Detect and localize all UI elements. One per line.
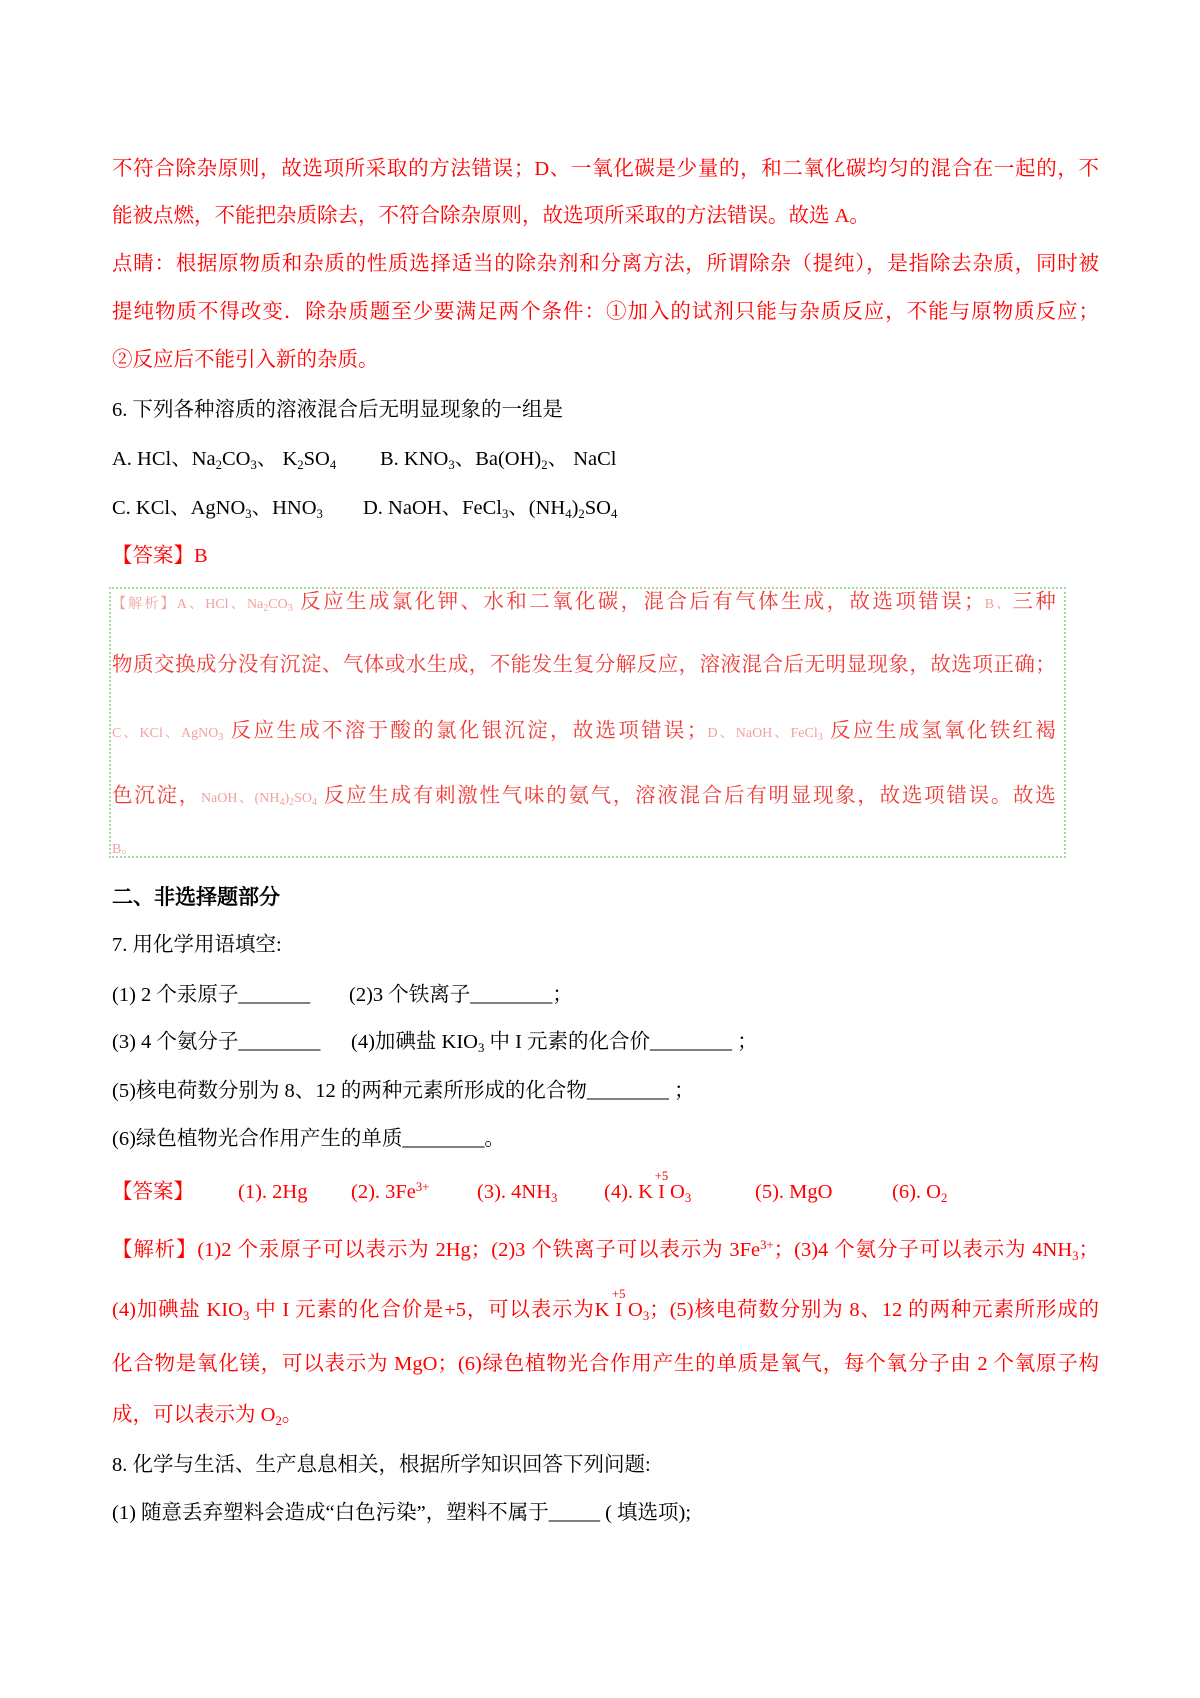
valence-notation	[654, 1168, 669, 1203]
text-run: (1). 2Hg	[238, 1181, 308, 1203]
small-subscript: 3	[218, 732, 224, 743]
text-run: 反应生成不溶于酸的氯化银沉淀，故选项错误；	[223, 720, 708, 742]
question-7-part-6	[112, 1125, 505, 1153]
q6-analysis-line	[112, 782, 1056, 813]
text-run: 物质交换成分没有沉淀、气体或水生成，不能发生复分解反应，溶液混合后无明显现象，故选项正确；	[112, 654, 1056, 676]
text-run: C. KCl、AgNO	[112, 497, 246, 519]
section-heading: 二、非选择题部分	[112, 885, 280, 909]
subscript: 2	[297, 457, 304, 472]
q7-analysis-line	[112, 1401, 302, 1429]
valence-charge: +5	[654, 1168, 669, 1183]
text-run: 8. 化学与生活、生产息息相关，根据所学知识回答下列问题:	[112, 1454, 651, 1476]
q5-tip-line	[112, 346, 379, 374]
text-run: ；(3)4 个氨分子可以表示为 4NH	[773, 1239, 1073, 1261]
q5-tip-line	[112, 298, 1099, 326]
subscript: 3	[448, 457, 455, 472]
answer-label: 【答案】	[112, 545, 194, 567]
text-run: 成，可以表示为 O	[112, 1404, 276, 1426]
small-text-run: D、NaOH、FeCl	[707, 726, 818, 741]
text-run: (5). MgO	[755, 1181, 833, 1203]
subscript: 2	[940, 1190, 948, 1205]
q5-tip-line	[112, 250, 1099, 278]
subscript: 3	[1072, 1248, 1079, 1263]
text-run: SO	[303, 448, 330, 470]
text-run: 、Ba(OH)	[454, 448, 542, 470]
text-run: 。	[281, 1404, 303, 1426]
text-run: D. NaOH、FeCl	[363, 497, 502, 519]
text-run: O	[622, 1299, 643, 1321]
subscript: 4	[565, 506, 572, 521]
small-subscript: 2	[289, 797, 295, 808]
option-d	[363, 494, 617, 522]
valence-notation	[611, 1286, 626, 1321]
text-run: 6. 下列各种溶质的溶液混合后无明显现象的一组是	[112, 399, 563, 421]
text-run: (2)3 个铁离子________；	[349, 984, 573, 1006]
valence-element: I	[615, 1299, 623, 1321]
small-text-run: 【解析】A、HCl、Na	[112, 597, 264, 612]
question-7-answer-item	[892, 1178, 947, 1206]
question-7-answer-item	[351, 1178, 429, 1206]
subscript: 3	[250, 457, 257, 472]
text-run: B. KNO	[380, 448, 449, 470]
subscript: 2	[541, 457, 548, 472]
text-run: 三种	[1012, 591, 1056, 613]
text-run: 、HNO	[251, 497, 317, 519]
text-run: 【解析】(1)2 个汞原子可以表示为 2Hg；(2)3 个铁离子可以表示为 3Fe	[112, 1239, 761, 1261]
small-subscript: 2	[263, 603, 269, 614]
valence-element: I	[658, 1181, 665, 1203]
small-text-run: B、	[984, 597, 1013, 612]
text-run: 、(NH	[508, 497, 566, 519]
small-text-run: SO	[294, 791, 313, 806]
subscript: 3	[316, 506, 323, 521]
text-run: (4)加碘盐 KIO	[351, 1031, 478, 1053]
text-run: 、 NaCl	[547, 448, 617, 470]
text-run: ；(5)核电荷数分别为 8、12 的两种元素所形成的	[649, 1299, 1099, 1321]
question-8-stem	[112, 1451, 651, 1479]
subscript: 3	[642, 1308, 650, 1323]
text-run: 中 I 元素的化合价是+5，可以表示为K	[249, 1299, 616, 1321]
text-run: 反应生成氢氧化铁红褐	[822, 720, 1057, 742]
small-text-run: B。	[112, 842, 136, 857]
q6-analysis-line	[112, 651, 1056, 679]
text-run: A. HCl、Na	[112, 448, 216, 470]
q6-analysis-line	[112, 717, 1056, 748]
subscript: 3	[245, 506, 252, 521]
text-run: 反应生成有刺激性气味的氨气，溶液混合后有明显现象，故选项错误。故选	[317, 785, 1056, 807]
small-subscript: 3	[817, 732, 823, 743]
text-run: )	[571, 497, 579, 519]
text-run: (6)绿色植物光合作用产生的单质________。	[112, 1128, 505, 1150]
valence-charge: +5	[611, 1286, 626, 1301]
option-c	[112, 494, 323, 522]
text-run: (5)核电荷数分别为 8、12 的两种元素所形成的化合物________ ；	[112, 1080, 695, 1102]
text-run: CO	[222, 448, 251, 470]
subscript: 2	[578, 506, 585, 521]
text-run: ；	[1078, 1239, 1099, 1261]
text-run: O	[664, 1181, 685, 1203]
question-7-part-3	[112, 1028, 320, 1056]
subscript: 2	[275, 1413, 282, 1428]
text-run: 点睛：根据原物质和杂质的性质选择适当的除杂剂和分离方法，所谓除杂（提纯），是指除去杂质，同时被	[112, 253, 1099, 275]
subscript: 3	[684, 1190, 692, 1205]
small-subscript: 3	[287, 603, 293, 614]
q6-analysis-line	[112, 833, 135, 864]
text-run: (4)加碘盐 KIO	[112, 1299, 243, 1321]
question-7-answer-item	[604, 1168, 692, 1206]
text-run: (3). 4NH	[477, 1181, 552, 1203]
question-7-answer-item	[238, 1178, 307, 1206]
text-run: 色沉淀，	[112, 785, 201, 807]
text-run: 不符合除杂原则，故选项所采取的方法错误；D、一氧化碳是少量的，和二氧化碳均匀的混合在一起的，不	[112, 158, 1099, 180]
q5-analysis-line	[112, 202, 870, 230]
text-run: 化合物是氧化镁，可以表示为 MgO；(6)绿色植物光合作用产生的单质是氧气，每个氧分子由 2 个氧原子构	[112, 1353, 1099, 1375]
superscript: 3+	[760, 1238, 774, 1253]
small-subscript: 4	[279, 797, 285, 808]
small-subscript: 4	[312, 797, 318, 808]
text-run: (3) 4 个氨分子________	[112, 1031, 321, 1053]
subscript: 2	[215, 457, 222, 472]
q7-analysis-line	[112, 1286, 1099, 1324]
question-7-part-4	[351, 1028, 758, 1056]
q6-analysis-line	[112, 588, 1056, 619]
question-7-answer-label: 【答案】	[112, 1181, 194, 1203]
q7-analysis-line	[112, 1236, 1099, 1264]
text-run: 7. 用化学用语填空:	[112, 934, 282, 956]
subscript: 4	[611, 506, 618, 521]
text-run: (1) 2 个汞原子_______	[112, 984, 311, 1006]
question-7-answer-item	[755, 1178, 832, 1206]
text-run: 反应生成氯化钾、水和二氧化碳，混合后有气体生成，故选项错误；	[292, 591, 985, 613]
question-7-part-1	[112, 981, 310, 1009]
text-run: 、 K	[256, 448, 298, 470]
question-7-answer-item	[477, 1178, 557, 1206]
text-run: (4). K	[604, 1181, 659, 1203]
answer-value: B	[194, 545, 208, 567]
text-run: (2). 3Fe	[351, 1181, 416, 1203]
question-6-answer	[112, 542, 208, 570]
q5-analysis-line	[112, 155, 1099, 183]
subscript: 4	[329, 457, 337, 472]
question-6-stem	[112, 396, 563, 424]
q7-analysis-line	[112, 1350, 1099, 1378]
text-run: 能被点燃，不能把杂质除去，不符合除杂原则，故选项所采取的方法错误。故选 A。	[112, 205, 870, 227]
option-a	[112, 445, 336, 473]
subscript: 3	[551, 1190, 558, 1205]
option-b	[380, 445, 617, 473]
small-text-run: C、KCl、AgNO	[112, 726, 219, 741]
small-text-run: NaOH、(NH	[200, 791, 280, 806]
text-run: (1) 随意丢弃塑料会造成“白色污染”，塑料不属于_____ ( 填选项);	[112, 1502, 692, 1524]
text-run: (6). O	[892, 1181, 941, 1203]
question-8-part-1	[112, 1499, 691, 1527]
text-run: 中 I 元素的化合价________ ；	[484, 1031, 758, 1053]
text-run: 提纯物质不得改变．除杂质题至少要满足两个条件：①加入的试剂只能与杂质反应，不能与原物质反应；	[112, 301, 1099, 323]
superscript: 3+	[415, 1180, 430, 1195]
subscript: 3	[242, 1308, 250, 1323]
subscript: 3	[501, 506, 509, 521]
text-run: SO	[584, 497, 611, 519]
small-text-run: )	[284, 791, 290, 806]
question-7-part-5	[112, 1077, 695, 1105]
question-7-part-2	[349, 981, 573, 1009]
small-text-run: CO	[268, 597, 288, 612]
subscript: 3	[477, 1040, 485, 1055]
question-7-stem	[112, 931, 282, 959]
text-run: ②反应后不能引入新的杂质。	[112, 349, 379, 371]
